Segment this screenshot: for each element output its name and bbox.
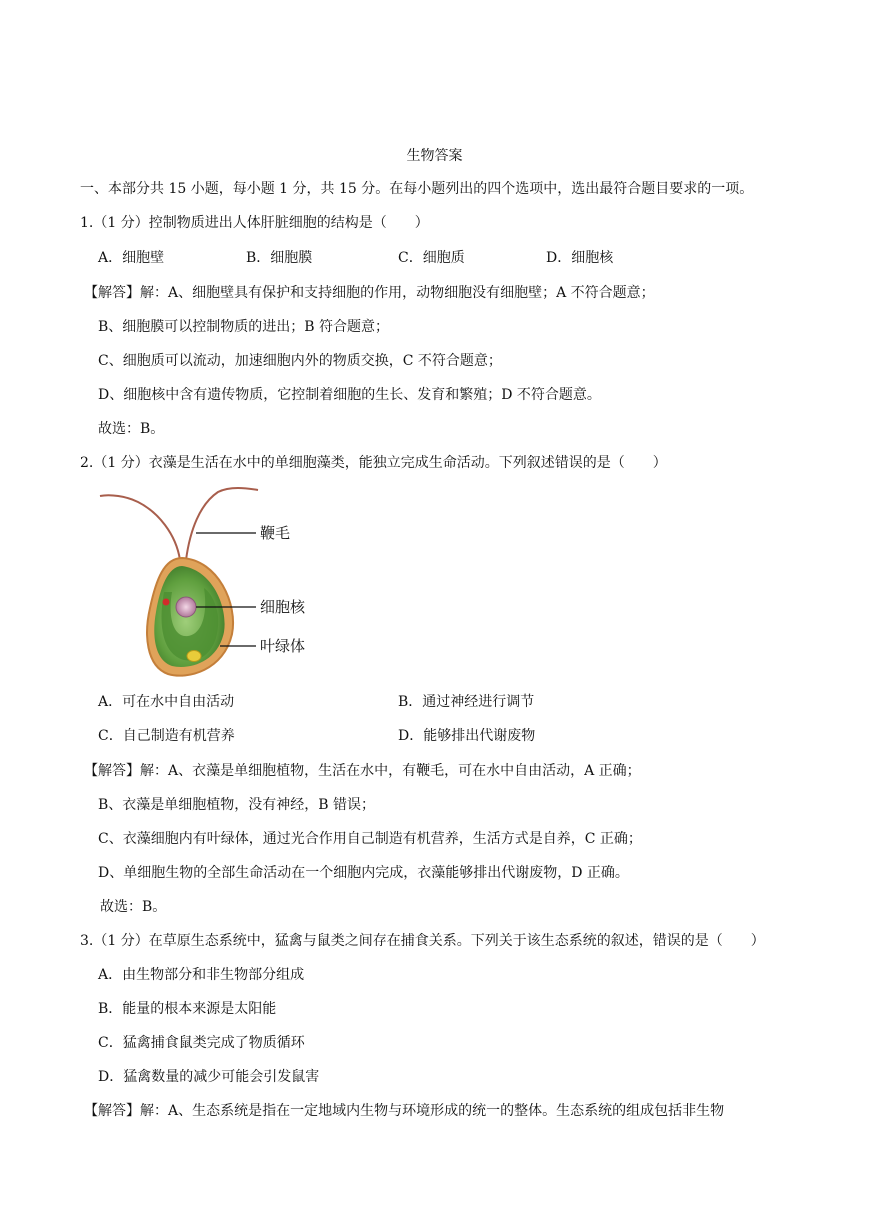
question-2-answer-line: D、单细胞生物的全部生命活动在一个细胞内完成，衣藻能够排出代谢废物，D 正确。: [98, 865, 629, 881]
label-flagellum: 鞭毛: [260, 524, 291, 542]
question-2-option-a: A．可在水中自由活动: [98, 694, 235, 710]
question-2-answer-line: 故选：B。: [100, 899, 167, 915]
question-1-option-b: B．细胞膜: [246, 250, 313, 266]
nucleus: [176, 597, 196, 617]
question-3-option-a: A．由生物部分和非生物部分组成: [98, 967, 305, 983]
pyrenoid: [187, 651, 201, 662]
question-1-option-d: D．细胞核: [546, 250, 614, 266]
question-1-answer-line: 故选：B。: [98, 421, 165, 437]
label-nucleus: 细胞核: [260, 598, 306, 616]
section-intro: 一、本部分共 15 小题，每小题 1 分，共 15 分。在每小题列出的四个选项中，选出最符合题目要求的一项。: [80, 181, 754, 197]
question-2-option-c: C．自己制造有机营养: [98, 728, 235, 744]
question-3-option-b: B．能量的根本来源是太阳能: [98, 1001, 277, 1017]
question-2-answer-line: C、衣藻细胞内有叶绿体，通过光合作用自己制造有机营养，生活方式是自养，C 正确；: [98, 831, 642, 847]
question-2-answer-line: B、衣藻是单细胞植物，没有神经，B 错误；: [98, 797, 376, 813]
question-1-answer-line: B、细胞膜可以控制物质的进出；B 符合题意；: [98, 319, 390, 335]
question-3-stem: 3.（1 分）在草原生态系统中，猛禽与鼠类之间存在捕食关系。下列关于该生态系统的叙述，错误的是（ ）: [80, 933, 765, 949]
question-2-option-b: B．通过神经进行调节: [398, 694, 535, 710]
question-3-option-c: C．猛禽捕食鼠类完成了物质循环: [98, 1035, 305, 1051]
question-1-option-a: A．细胞壁: [98, 250, 165, 266]
question-3-answer-line: 【解答】解：A、生态系统是指在一定地域内生物与环境形成的统一的整体。生态系统的组成包括非生物: [84, 1103, 725, 1119]
question-3-option-d: D．猛禽数量的减少可能会引发鼠害: [98, 1069, 320, 1085]
question-1-answer-line: D、细胞核中含有遗传物质，它控制着细胞的生长、发育和繁殖；D 不符合题意。: [98, 387, 601, 403]
question-2-stem: 2.（1 分）衣藻是生活在水中的单细胞藻类，能独立完成生命活动。下列叙述错误的是（ ）: [80, 455, 667, 471]
flagellum-left: [100, 495, 180, 560]
question-1-option-c: C．细胞质: [398, 250, 465, 266]
chlamydomonas-figure: [98, 484, 348, 680]
question-1-stem: 1.（1 分）控制物质进出人体肝脏细胞的结构是（ ）: [80, 215, 429, 231]
question-2-option-d: D．能够排出代谢废物: [398, 728, 536, 744]
question-2-answer-line: 【解答】解：A、衣藻是单细胞植物，生活在水中，有鞭毛，可在水中自由活动，A 正确；: [84, 763, 641, 779]
question-1-answer-line: C、细胞质可以流动，加速细胞内外的物质交换，C 不符合题意；: [98, 353, 502, 369]
eyespot: [163, 599, 170, 606]
flagellum-right: [186, 488, 258, 560]
label-chloroplast: 叶绿体: [260, 637, 306, 655]
question-1-answer-line: 【解答】解：A、细胞壁具有保护和支持细胞的作用，动物细胞没有细胞壁；A 不符合题意；: [84, 285, 655, 301]
page-title: 生物答案: [406, 148, 463, 164]
